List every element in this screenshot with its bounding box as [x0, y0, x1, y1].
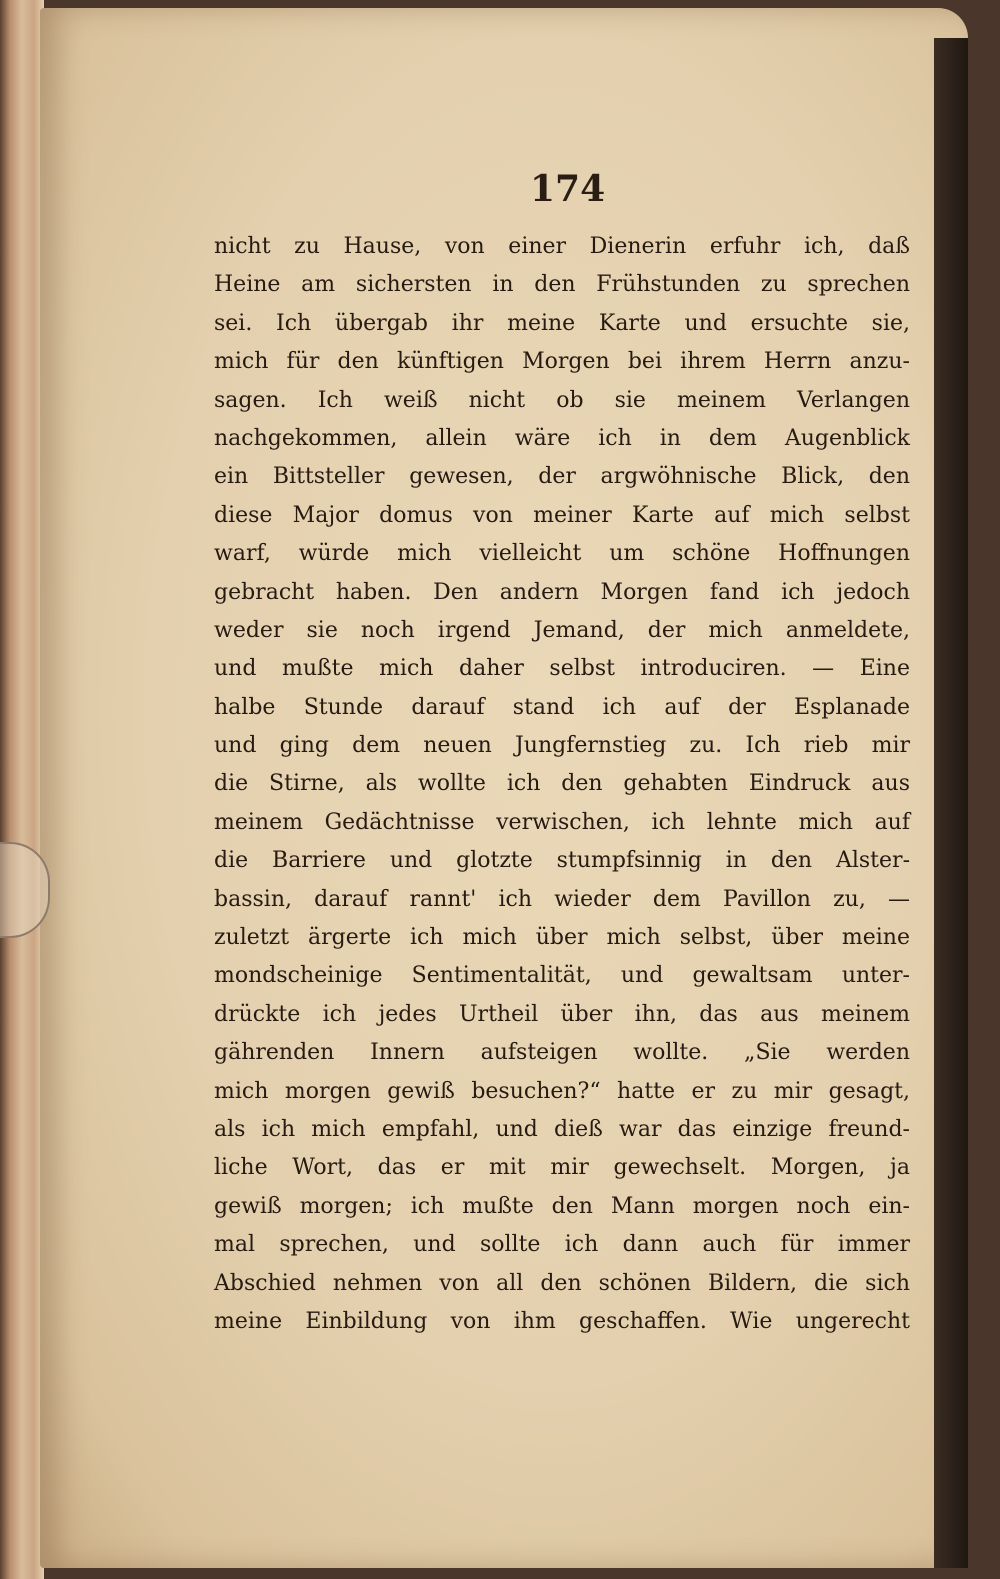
- page-number: 174: [530, 168, 606, 210]
- text-line: Heine am sichersten in den Frühstunden zu sprechen: [214, 272, 910, 298]
- text-line: meinem Gedächtnisse verwischen, ich lehnte mich auf: [214, 809, 910, 835]
- text-line: Abschied nehmen von all den schönen Bildern, die sich: [214, 1270, 910, 1296]
- text-line: mich für den künftigen Morgen bei ihrem Herrn anzu-: [214, 349, 910, 375]
- text-line: zuletzt ärgerte ich mich über mich selbst, über meine: [214, 925, 910, 951]
- text-line: drückte ich jedes Urtheil über ihn, das aus meinem: [214, 1001, 910, 1027]
- text-line: liche Wort, das er mit mir gewechselt. Morgen, ja: [214, 1155, 910, 1181]
- text-line: warf, würde mich vielleicht um schöne Hoffnungen: [214, 541, 910, 567]
- text-line: mal sprechen, und sollte ich dann auch für immer: [214, 1232, 910, 1258]
- text-line: meine Einbildung von ihm geschaffen. Wie ungerecht: [214, 1308, 910, 1334]
- text-line: gebracht haben. Den andern Morgen fand ich jedoch: [214, 579, 910, 605]
- text-line: sei. Ich übergab ihr meine Karte und ersuchte sie,: [214, 310, 910, 336]
- text-line: die Stirne, als wollte ich den gehabten Eindruck aus: [214, 771, 910, 797]
- text-line: nachgekommen, allein wäre ich in dem Augenblick: [214, 425, 910, 451]
- text-line: diese Major domus von meiner Karte auf mich selbst: [214, 502, 910, 528]
- text-line: bassin, darauf rannt' ich wieder dem Pavillon zu, —: [214, 886, 910, 912]
- body-text: [214, 228, 910, 1341]
- text-line: und mußte mich daher selbst introduciren. — Eine: [214, 656, 910, 682]
- text-line: und ging dem neuen Jungfernstieg zu. Ich rieb mir: [214, 733, 910, 759]
- text-line: die Barriere und glotzte stumpfsinnig in den Alster-: [214, 848, 910, 874]
- text-line: gährenden Innern aufsteigen wollte. „Sie werden: [214, 1040, 910, 1066]
- text-line: als ich mich empfahl, und dieß war das einzige freund-: [214, 1116, 910, 1142]
- text-line: nicht zu Hause, von einer Dienerin erfuhr ich, daß: [214, 234, 910, 259]
- text-line: halbe Stunde darauf stand ich auf der Esplanade: [214, 694, 910, 720]
- text-line: weder sie noch irgend Jemand, der mich anmeldete,: [214, 617, 910, 643]
- book-spine: [0, 0, 44, 1579]
- text-line: ein Bittsteller gewesen, der argwöhnische Blick, den: [214, 464, 910, 490]
- text-line: mondscheinige Sentimentalität, und gewaltsam unter-: [214, 963, 910, 989]
- page-edge: [934, 38, 968, 1568]
- text-line: mich morgen gewiß besuchen?“ hatte er zu mir gesagt,: [214, 1078, 910, 1104]
- text-line: sagen. Ich weiß nicht ob sie meinem Verlangen: [214, 387, 910, 413]
- text-line: gewiß morgen; ich mußte den Mann morgen noch ein-: [214, 1193, 910, 1219]
